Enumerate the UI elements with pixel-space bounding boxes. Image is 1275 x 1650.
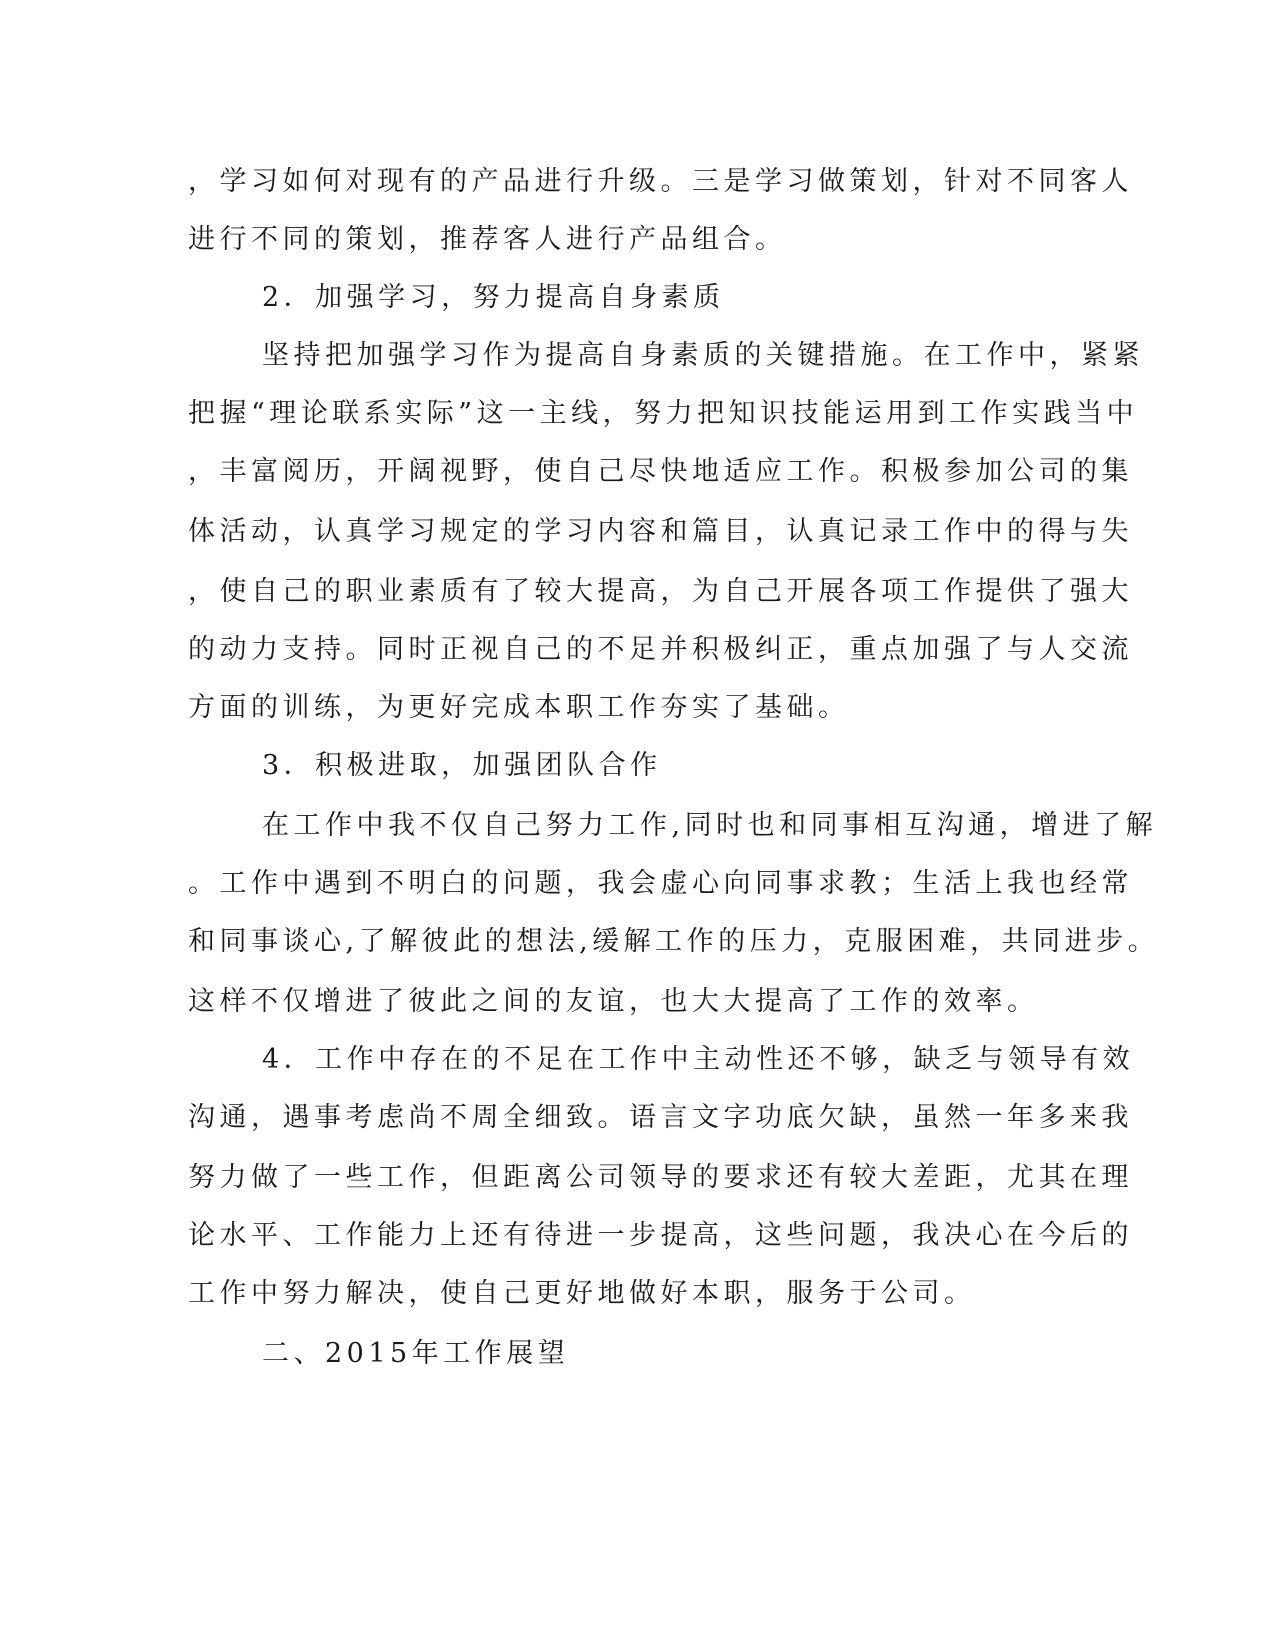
text-line: 在工作中我不仅自己努力工作,同时也和同事相互沟通，增进了解 xyxy=(262,810,1158,841)
section-heading: 二、2015年工作展望 xyxy=(262,1338,570,1369)
text-line: ，学习如何对现有的产品进行升级。三是学习做策划，针对不同客人 xyxy=(188,166,1133,197)
section-heading: 4．工作中存在的不足在工作中主动性还不够，缺乏与领导有效 xyxy=(262,1044,1135,1075)
text-line: 努力做了一些工作，但距离公司领导的要求还有较大差距，尤其在理 xyxy=(188,1162,1133,1193)
text-line: 体活动，认真学习规定的学习内容和篇目，认真记录工作中的得与失 xyxy=(188,516,1133,547)
text-line: 和同事谈心,了解彼此的想法,缓解工作的压力，克服困难，共同进步。 xyxy=(188,926,1160,957)
text-line: ，丰富阅历，开阔视野，使自己尽快地适应工作。积极参加公司的集 xyxy=(188,456,1133,487)
text-line: ，使自己的职业素质有了较大提高，为自己开展各项工作提供了强大 xyxy=(188,576,1133,607)
text-line: 这样不仅增进了彼此之间的友谊，也大大提高了工作的效率。 xyxy=(188,986,1039,1017)
text-line: 把握“理论联系实际”这一主线，努力把知识技能运用到工作实践当中 xyxy=(188,398,1139,429)
section-heading: 2．加强学习，努力提高自身素质 xyxy=(262,282,725,313)
text-line: 论水平、工作能力上还有待进一步提高，这些问题，我决心在今后的 xyxy=(188,1220,1133,1251)
text-line: 工作中努力解决，使自己更好地做好本职，服务于公司。 xyxy=(188,1278,976,1309)
section-heading: 3．积极进取，加强团队合作 xyxy=(262,750,662,781)
text-line: 坚持把加强学习作为提高自身素质的关键措施。在工作中，紧紧 xyxy=(262,340,1144,371)
text-line: 的动力支持。同时正视自己的不足并积极纠正，重点加强了与人交流 xyxy=(188,634,1133,665)
text-line: 进行不同的策划，推荐客人进行产品组合。 xyxy=(188,224,787,255)
text-line: 。工作中遇到不明白的问题，我会虚心向同事求教；生活上我也经常 xyxy=(188,868,1133,899)
text-line: 沟通，遇事考虑尚不周全细致。语言文字功底欠缺，虽然一年多来我 xyxy=(188,1102,1133,1133)
text-line: 方面的训练，为更好完成本职工作夯实了基础。 xyxy=(188,692,850,723)
